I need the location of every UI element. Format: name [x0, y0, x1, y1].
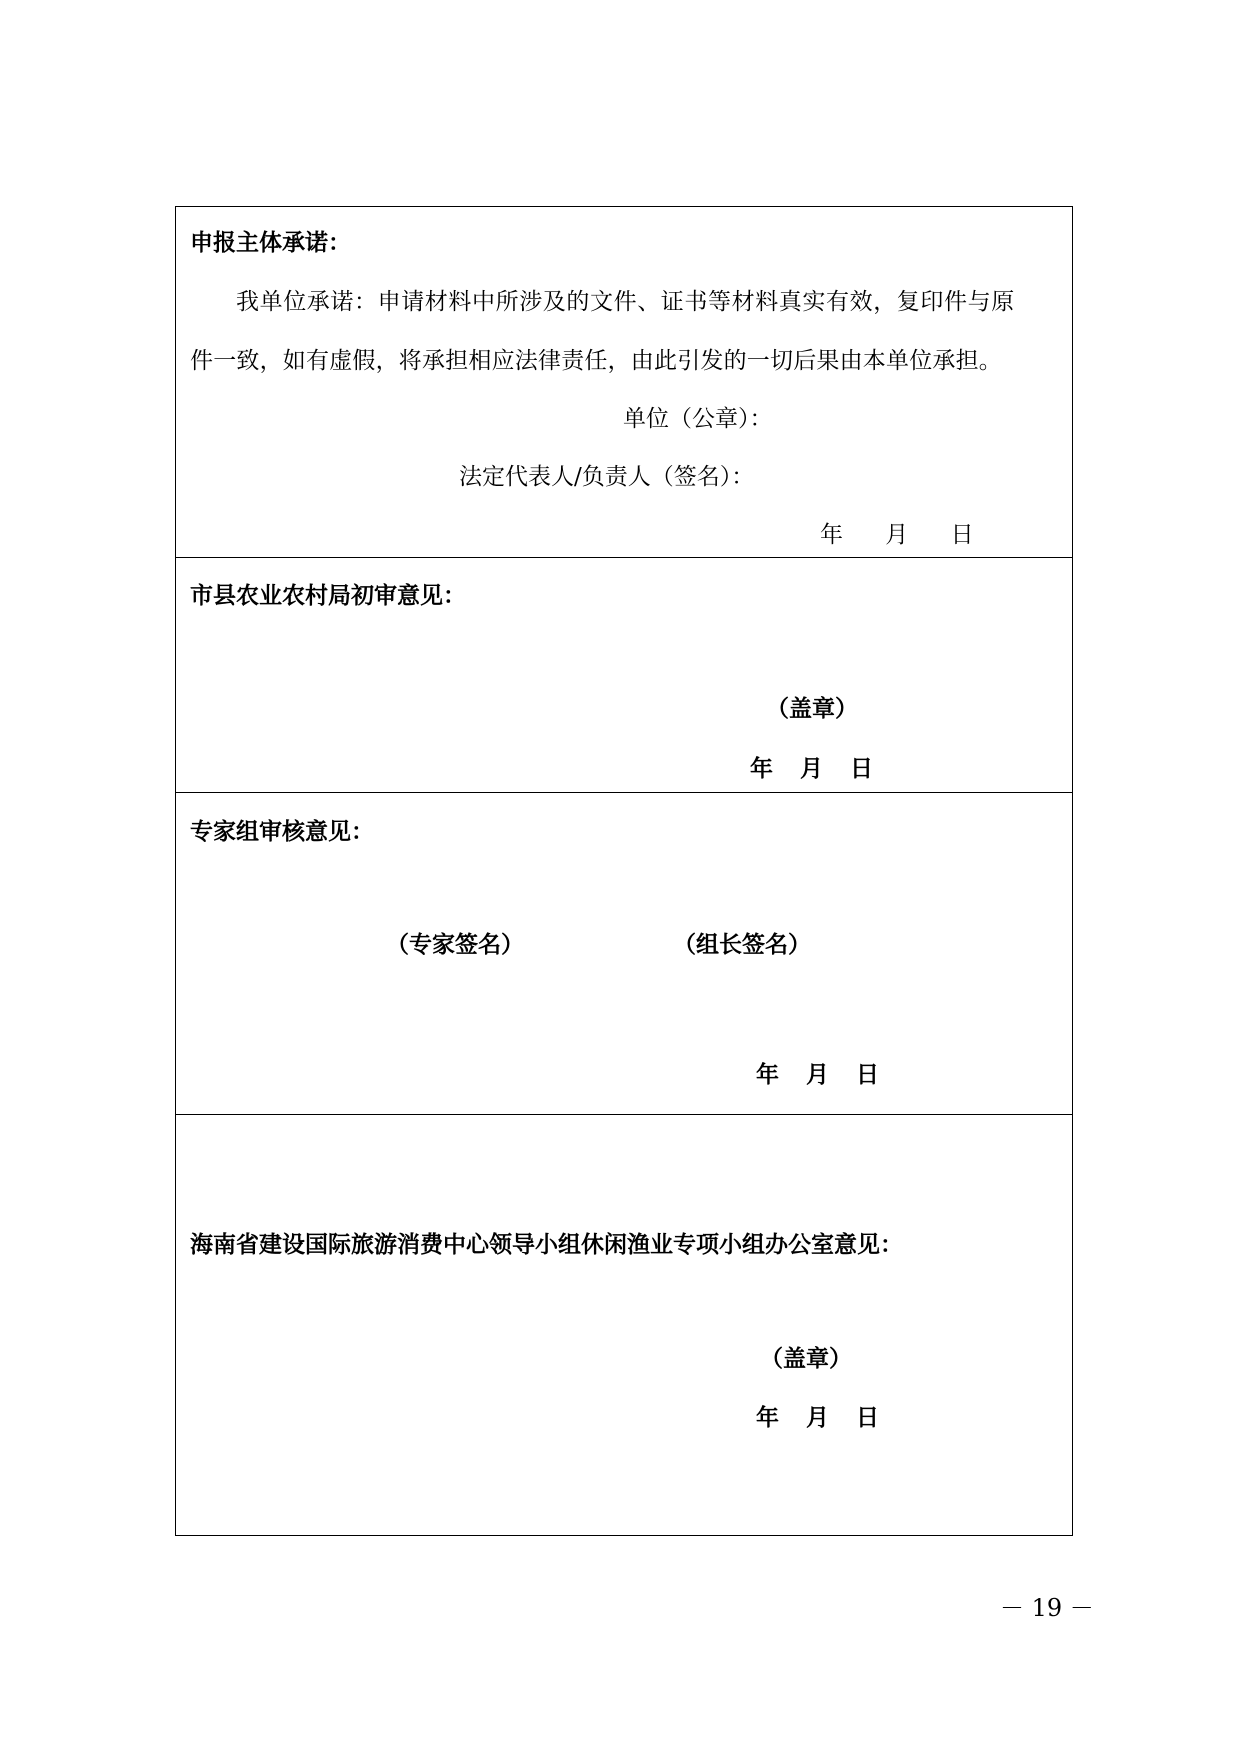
- county-seal-label: （盖章）: [766, 695, 858, 722]
- expert-review-date: 年 月 日: [756, 1061, 881, 1088]
- unit-seal-label: 单位（公章）：: [623, 406, 773, 432]
- section-divider: [176, 1114, 1072, 1115]
- review-form-table: [175, 206, 1073, 1536]
- expert-review-heading: 专家组审核意见：: [190, 818, 374, 845]
- commitment-text-line2: 件一致，如有虚假，将承担相应法律责任，由此引发的一切后果由本单位承担。: [190, 348, 1002, 374]
- office-review-section: [176, 1116, 1072, 1536]
- county-review-heading: 市县农业农村局初审意见：: [190, 582, 466, 609]
- office-review-date: 年 月 日: [756, 1404, 881, 1431]
- office-seal-label: （盖章）: [760, 1345, 852, 1372]
- section-divider: [176, 792, 1072, 793]
- county-review-section: [176, 559, 1072, 793]
- section-divider: [176, 557, 1072, 558]
- expert-signature-label: （专家签名）: [386, 931, 524, 958]
- commitment-text-line1: 我单位承诺：申请材料中所涉及的文件、证书等材料真实有效，复印件与原: [236, 289, 1015, 315]
- expert-review-section: [176, 794, 1072, 1116]
- county-review-date: 年 月 日: [750, 755, 875, 782]
- office-review-heading: 海南省建设国际旅游消费中心领导小组休闲渔业专项小组办公室意见：: [190, 1231, 903, 1258]
- page-number: － 19 －: [1000, 1594, 1094, 1622]
- commitment-heading: 申报主体承诺：: [190, 229, 351, 256]
- leader-signature-label: （组长签名）: [673, 931, 811, 958]
- legal-representative-label: 法定代表人/负责人（签名）：: [459, 464, 755, 490]
- commitment-date: 年 月 日: [820, 522, 978, 548]
- commitment-section: [176, 207, 1072, 559]
